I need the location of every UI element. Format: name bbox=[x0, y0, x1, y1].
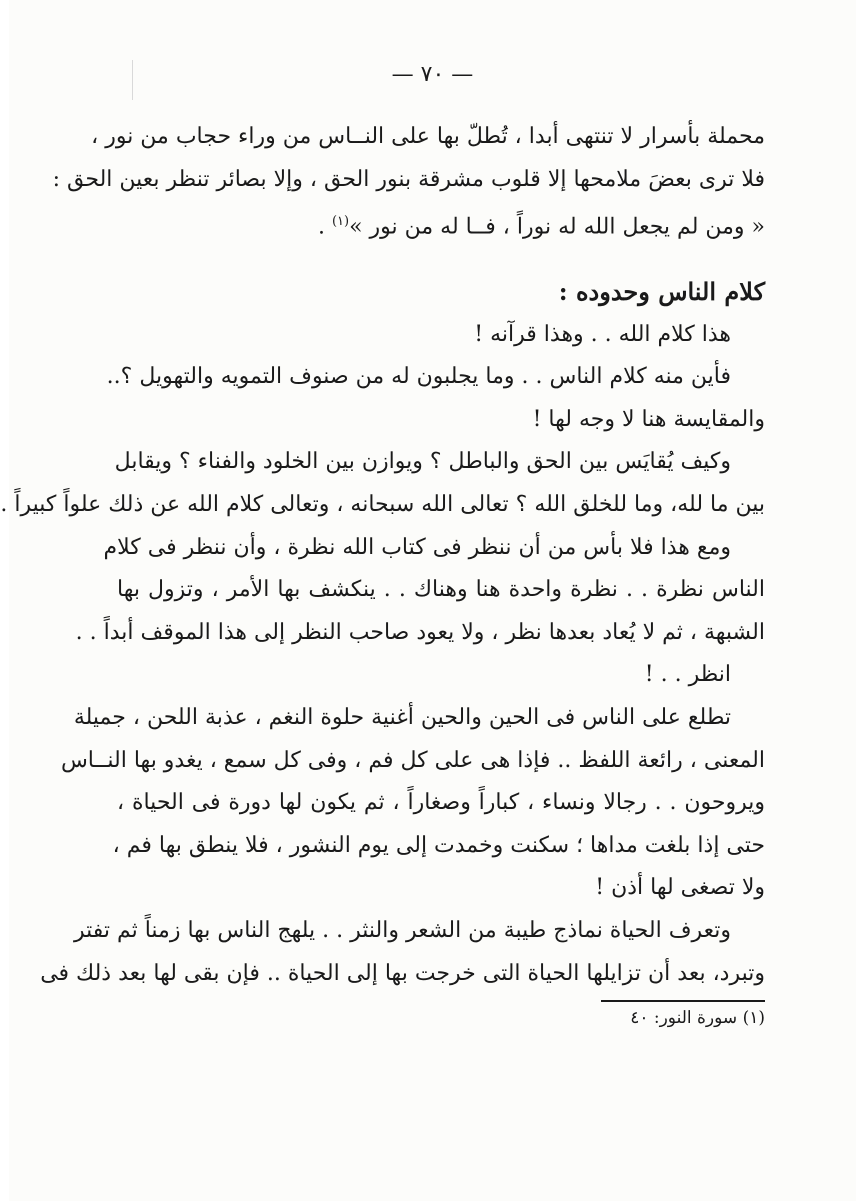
text-line: تطلع على الناس فى الحين والحين أغنية حلوة النغم ، عذبة اللحن ، جميلة bbox=[73, 705, 731, 731]
text-line: محملة بأسرار لا تنتهى أبدا ، تُطلّ بها على النــاس من وراء حجاب من نور ، bbox=[91, 124, 765, 149]
text-line: فلا ترى بعضَ ملامحها إلا قلوب مشرقة بنور الحق ، وإلا بصائر تنظر بعين الحق : bbox=[52, 166, 765, 192]
text-line: المعنى ، رائعة اللفظ .. فإذا هى على كل فم ، وفى كل سمع ، يغدو بها النــاس bbox=[60, 747, 765, 773]
text-line: ويروحون . . رجالا ونساء ، كباراً وصغاراً ، ثم يكون لها دورة فى الحياة ، bbox=[117, 790, 765, 816]
text-line: ولا تصغى لها أذن ! bbox=[595, 875, 765, 901]
text-line: الناس نظرة . . نظرة واحدة هنا وهناك . . ينكشف بها الأمر ، وتزول بها bbox=[117, 577, 765, 603]
page-number: — ٧٠ — bbox=[391, 62, 474, 87]
footnote: (١) سورة النور: ٤٠ bbox=[630, 1008, 765, 1028]
text-line: وتبرد، بعد أن تزايلها الحياة التى خرجت بها إلى الحياة .. فإن بقى لها بعد ذلك فى bbox=[40, 960, 765, 986]
text-line: ومع هذا فلا بأس من أن ننظر فى كتاب الله نظرة ، وأن ننظر فى كلام bbox=[103, 534, 731, 560]
quran-quote: « ومن لم يجعل الله له نوراً ، فــا له من نور » bbox=[349, 214, 765, 240]
text-line: وكيف يُقايَس بين الحق والباطل ؟ ويوازن بين الخلود والفناء ؟ ويقابل bbox=[114, 449, 731, 475]
subheading-line: انظر . . ! bbox=[644, 662, 731, 688]
text-line: حتى إذا بلغت مداها ؛ سكنت وخمدت إلى يوم النشور ، فلا ينطق بها فم ، bbox=[112, 832, 765, 858]
quran-quote-line bbox=[117, 201, 765, 249]
quote-end: . bbox=[317, 214, 332, 240]
section-gap bbox=[117, 249, 765, 271]
text-line: الشبهة ، ثم لا يُعاد بعدها نظر ، ولا يعود صاحب النظر إلى هذا الموقف أبداً . . bbox=[75, 619, 765, 645]
footnote-marker: (١) bbox=[331, 214, 350, 230]
section-heading: كلام الناس وحدوده : bbox=[558, 277, 765, 307]
text-line: بين ما لله، وما للخلق الله ؟ تعالى الله سبحانه ، وتعالى كلام الله عن ذلك علواً كبيراً . bbox=[0, 492, 765, 518]
text-line: فأين منه كلام الناس . . وما يجلبون له من صنوف التمويه والتهويل ؟.. bbox=[106, 364, 731, 390]
body-text bbox=[0, 116, 765, 995]
footnote-separator bbox=[601, 1000, 765, 1002]
text-line: والمقايسة هنا لا وجه لها ! bbox=[532, 406, 765, 432]
text-line: هذا كلام الله . . وهذا قرآنه ! bbox=[474, 321, 731, 347]
text-line: وتعرف الحياة نماذج طيبة من الشعر والنثر . . يلهج الناس بها زمناً ثم تفتر bbox=[73, 918, 731, 944]
